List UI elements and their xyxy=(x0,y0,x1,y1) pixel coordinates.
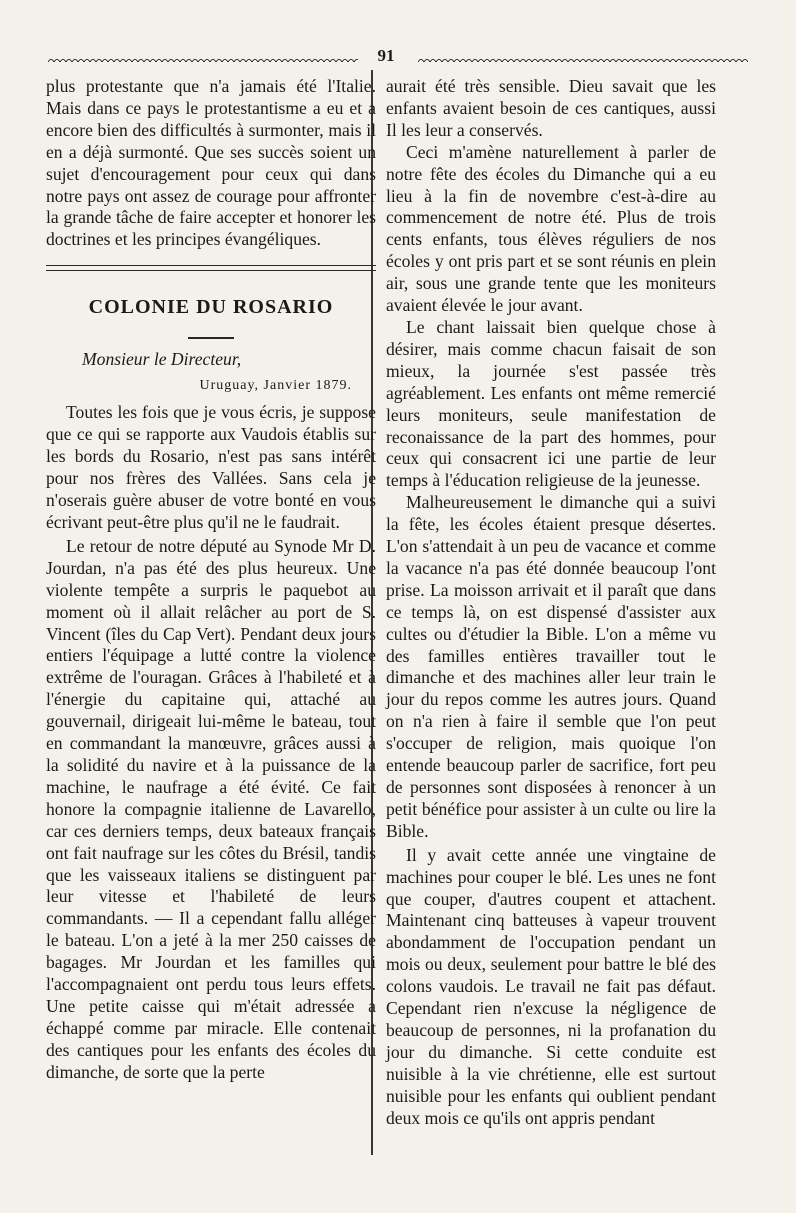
header-ornament-left xyxy=(48,56,358,62)
left-column xyxy=(46,76,376,1084)
header-ornament-right xyxy=(418,56,748,62)
right-paragraph-1: aurait été très sensible. Dieu savait que les enfants avaient besoin de ces cantiques, aussi Il les leur a conservés. xyxy=(386,76,716,140)
letter-paragraph-2: Le retour de notre député au Synode Mr D. Jourdan, n'a pas été des plus heureux. Une violente tempête a surpris le paquebot au moment où il allait relâcher au port de S. Vincent (îles du Cap Vert). Pendant deux jours entiers l'équipage a lutté contre la violence extrême de l'ouragan. Grâces à l'habileté et à l'énergie du capitaine qui, attaché au gouvernail, dirigeait lui-même le bateau, tout en commandant la manœuvre, grâces aussi à la solidité du navire et à la puissance de la machine, le naufrage a été évité. Ce fait honore la compagnie italienne de Lavarello, car ces derniers temps, deux bateaux français ont fait naufrage sur les côtes du Brésil, tandis que les vaisseaux italiens se distinguent par leur vitesse et l'habileté de leurs commandants. — Il a cependant fallu alléger le bateau. L'on a jeté à la mer 250 caisses de bagages. Mr Jourdan et les familles qui l'accompagnaient ont perdu tous leurs effets. Une petite caisse qui m'était adressée a échappé comme par miracle. Elle contenait des cantiques pour les enfants des écoles du dimanche, de sorte que la perte xyxy=(46,535,376,1082)
title-rule xyxy=(188,337,234,339)
salutation: Monsieur le Directeur, xyxy=(82,348,242,369)
page-number: 91 xyxy=(377,46,395,65)
right-paragraph-4: Malheureusement le dimanche qui a suivi la fête, les écoles étaient presque désertes. L'on s'attendait à un peu de vacance et comme la vacance n'a pas été donnée beaucoup l'ont prise. La moisson arrivait et il paraît que dans ce temps là, on est dispensé d'assister aux cultes ou d'étudier la Bible. L'on a même vu des familles entières travailler tout le dimanche et des machines aller leur train le jour du repos comme les autres jours. Quand on n'a rien à faire il semble que l'on peut s'occuper de religion, mais quoique l'on entende beaucoup parler de sacrifice, fort peu de personnes sont disposées à renoncer à un petit bénéfice pour assister à un culte ou lire la Bible. xyxy=(386,492,716,841)
continuation-paragraph: plus protestante que n'a jamais été l'Italie. Mais dans ce pays le protestantisme a eu et a encore bien des difficultés à surmonter, mais il en a déjà surmonté. Que ses succès soient un sujet d'encouragement pour ceux qui dans notre pays ont assez de courage pour affronter la grande tâche de faire accepter et honorer les doctrines et les principes évangéliques. xyxy=(46,76,376,250)
right-paragraph-2: Ceci m'amène naturellement à parler de notre fête des écoles du Dimanche qui a eu lieu à la fin de novembre c'est-à-dire au commencement de notre été. Plus de trois cents enfants, tous élèves réguliers de nos écoles y ont pris part et se sont réunis en plein air, sous une grande tente que les moniteurs avaient élevée le jour avant. xyxy=(386,141,716,316)
section-separator xyxy=(46,265,376,271)
right-paragraph-3: Le chant laissait bien quelque chose à désirer, mais comme chacun faisait de son mieux, la journée s'est passée très agréablement. Les enfants ont même remercié leurs moniteurs, seule manifestation de reconaissance de la part des hommes, pour ceux qui consacrent ici une partie de leur temps à l'éducation religieuse de la jeunesse. xyxy=(386,316,716,491)
dateline: Uruguay, Janvier 1879. xyxy=(199,377,352,393)
right-column xyxy=(386,76,716,1130)
section-title: COLONIE DU ROSARIO xyxy=(88,296,334,319)
right-paragraph-5: Il y avait cette année une vingtaine de machines pour couper le blé. Les unes ne font que couper, d'autres coupent et attachent. Maintenant cinq batteuses à vapeur trouvent abondamment de l'occupation pendant un mois ou deux, seulement pour battre le blé des colons vaudois. Le travail ne fait pas défaut. Cependant rien n'excuse la négligence de beaucoup de personnes, ni la profanation du jour du dimanche. Si cette conduite est nuisible à la vie chrétienne, elle est surtout nuisible pour les enfants qui oublient pendant deux mois ce qu'ils ont appris pendant xyxy=(386,844,716,1128)
letter-paragraph-1: Toutes les fois que je vous écris, je suppose que ce qui se rapporte aux Vaudois établis sur les bords du Rosario, n'est pas sans intérêt pour nos frères des Vallées. Sans cela je n'oserais guère abuser de votre bonté en vous écrivant peut-être plus qu'il ne le faudrait. xyxy=(46,402,376,532)
page-header xyxy=(48,46,748,66)
